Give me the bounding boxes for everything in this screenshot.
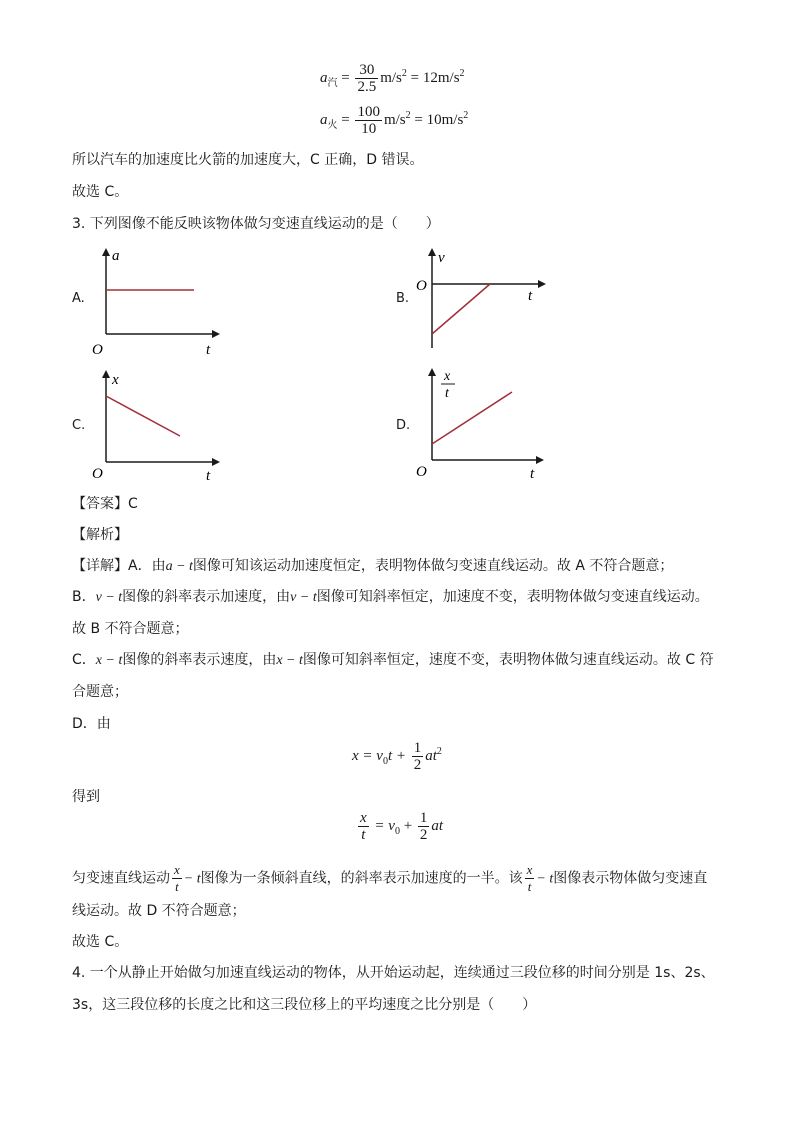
- graph-c: [90, 368, 230, 484]
- question-3: 3. 下列图像不能反映该物体做匀变速直线运动的是（ ）: [72, 216, 440, 232]
- graph-b-origin: O: [416, 278, 427, 294]
- graph-a-y-label: a: [112, 248, 120, 264]
- answer-text: 【答案】C: [72, 496, 138, 512]
- graph-a-label: A.: [72, 291, 85, 306]
- detail-d-line2: 线运动。故 D 不符合题意；: [72, 903, 246, 919]
- graph-d-y-den: t: [445, 386, 449, 401]
- graph-b-x-label: t: [528, 288, 533, 304]
- analysis-heading: 【解析】: [72, 527, 128, 543]
- graph-a-origin: O: [92, 342, 103, 358]
- graph-c-y-label: x: [112, 372, 119, 388]
- graph-b-label: B.: [396, 291, 410, 306]
- graph-d: [414, 364, 554, 484]
- graph-b: [414, 244, 554, 354]
- equation-displacement: $x = v_0t$ + $\frac{1}{2}$ $at^2$: [352, 740, 442, 773]
- equation-a-car: $a_汽$ = $\frac{30}{2.5}$ $m/s^2 = 12m/s^2$: [320, 62, 465, 95]
- detail-c-line2: 合题意；: [72, 684, 128, 700]
- graph-d-x-arrow: [536, 456, 544, 464]
- graph-a: [90, 244, 230, 360]
- detail-d-explain: 匀变速直线运动 $\frac{x}{t}$ − t图像为一条倾斜直线，的斜率表示加速度的一半。该 $\frac{x}{t}$ − t图像表示物体做匀变速直: [72, 862, 708, 894]
- graph-a-y-arrow: [102, 248, 110, 256]
- graph-c-origin: O: [92, 466, 103, 482]
- graph-c-y-arrow: [102, 370, 110, 378]
- graph-c-line: [106, 396, 180, 436]
- choose-c-text-1: 故选 C。: [72, 184, 129, 200]
- get-text: 得到: [72, 789, 100, 805]
- detail-a: 【详解】A．由a − t图像可知该运动加速度恒定，表明物体做匀变速直线运动。故 A 不符合题意；: [72, 558, 674, 574]
- graph-b-y-arrow: [428, 248, 436, 256]
- question-4-line1: 4. 一个从静止开始做匀加速直线运动的物体，从开始运动起，连续通过三段位移的时间分别是 1s、2s、: [72, 965, 715, 981]
- choose-c-text-2: 故选 C。: [72, 934, 129, 950]
- detail-d: D．由: [72, 716, 111, 732]
- graph-d-origin: O: [416, 464, 427, 480]
- detail-c: C．x − t图像的斜率表示速度，由x − t图像可知斜率恒定，速度不变，表明物体做匀速直线运动。故 C 符: [72, 652, 714, 668]
- equation-average-velocity: $\frac{x}{t}$ = $v_0$ + $\frac{1}{2}$ at: [360, 810, 444, 843]
- graph-d-x-label: t: [530, 466, 535, 482]
- graph-d-line: [432, 392, 512, 444]
- graph-b-x-arrow: [538, 280, 546, 288]
- detail-b-line2: 故 B 不符合题意；: [72, 621, 189, 637]
- question-4-line2: 3s，这三段位移的长度之比和这三段位移上的平均速度之比分别是（ ）: [72, 997, 537, 1013]
- graph-b-y-label: v: [438, 250, 445, 266]
- graph-c-x-arrow: [212, 458, 220, 466]
- graph-d-y-num: x: [444, 369, 451, 384]
- graph-c-x-label: t: [206, 468, 211, 484]
- graph-b-line: [432, 284, 490, 334]
- detail-b: B．v − t图像的斜率表示加速度，由v − t图像可知斜率恒定，加速度不变，表明物体做匀变速直线运动。: [72, 589, 709, 605]
- conclusion-text: 所以汽车的加速度比火箭的加速度大，C 正确，D 错误。: [72, 152, 424, 168]
- graph-c-label: C.: [72, 418, 86, 433]
- graph-d-label: D.: [396, 418, 411, 433]
- graph-d-y-arrow: [428, 368, 436, 376]
- equation-a-rocket: $a_火$ = $\frac{100}{10}$ $m/s^2 = 10m/s^2$: [320, 104, 469, 137]
- graph-a-x-arrow: [212, 330, 220, 338]
- graph-a-x-label: t: [206, 342, 211, 358]
